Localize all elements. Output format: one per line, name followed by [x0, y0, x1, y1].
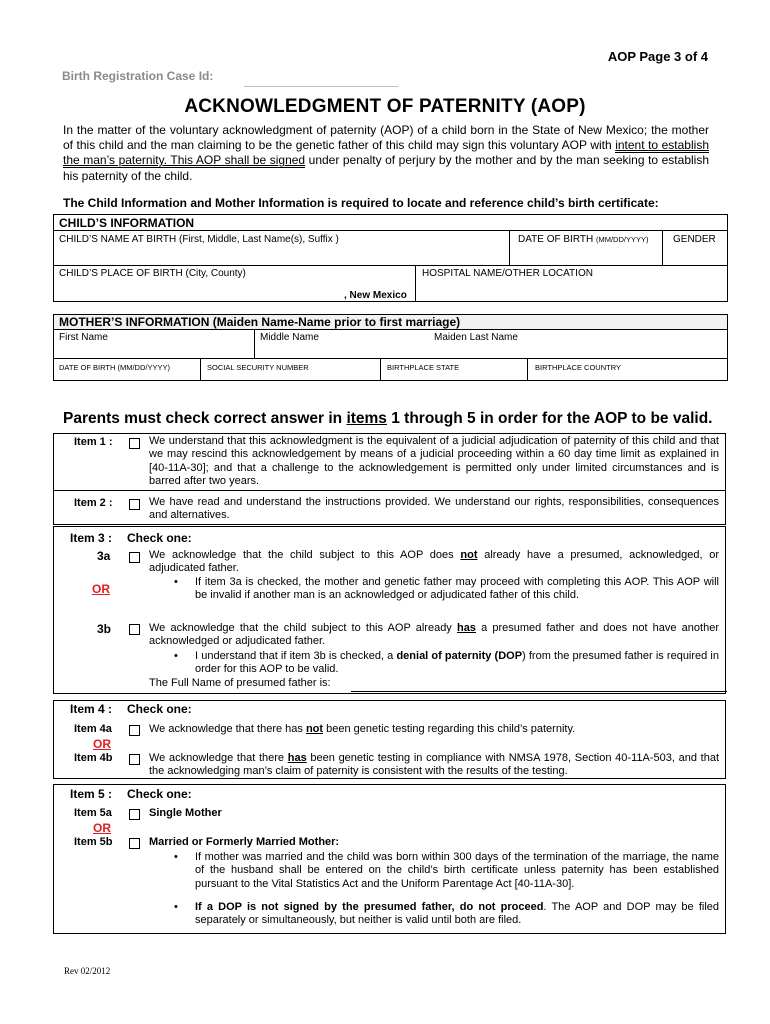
instructions-heading: Parents must check correct answer in items 1 through 5 in order for the AOP to be valid.: [63, 410, 713, 427]
form-title: ACKNOWLEDGMENT OF PATERNITY (AOP): [184, 96, 586, 117]
item-3b-fullname-label: The Full Name of presumed father is:: [149, 677, 331, 689]
item-3a-label: 3a: [97, 549, 111, 563]
item-3b-bullet-text: I understand that if item 3b is checked, a denial of paternity (DOP) from the presumed father is required in order for this AOP to be valid.: [195, 650, 719, 676]
mother-birth-state-field[interactable]: [381, 359, 527, 379]
presumed-father-name-field[interactable]: [351, 676, 727, 692]
item-1-checkbox[interactable]: [129, 438, 140, 449]
item-5b-bullet-2-text: If a DOP is not signed by the presumed father, do not proceed. The AOP and DOP may be filed separately or simultaneously, but neither is valid until both are filed.: [195, 901, 719, 927]
page-number: AOP Page 3 of 4: [607, 49, 708, 64]
item-1-text: We understand that this acknowledgment is the equivalent of a judicial adjudication of paternity of this child and that we may rescind this acknowledgement by means of a judicial proceeding within a 60 day time limit as explained in [40-11A-30]; and that a challenge to the acknowledgement is permitted only under limited circumstances and is barred after two years.: [149, 435, 719, 488]
item-4a-label: Item 4a: [74, 723, 112, 735]
item-4b-checkbox[interactable]: [129, 754, 140, 765]
mother-birth-country-label: BIRTHPLACE COUNTRY: [535, 363, 621, 372]
item-5b-text: Married or Formerly Married Mother:: [149, 836, 340, 848]
hospital-field[interactable]: [416, 266, 727, 300]
intro-paragraph: In the matter of the voluntary acknowledgment of paternity (AOP) of a child born in the State of New Mexico; the mother of this child and the man claiming to be the genetic father of this child may sign this voluntary AOP with intent to establish the man’s paternity. This AOP shall be signed under penalty of perjury by the mother and by the man seeking to establish his paternity of the child.: [63, 123, 709, 183]
item-3-check-one: Check one:: [127, 531, 192, 545]
child-info-header: CHILD’S INFORMATION: [54, 215, 727, 231]
mother-middle-name-label: Middle Name: [260, 332, 319, 343]
item-4-check-one: Check one:: [127, 702, 192, 716]
item-4a-checkbox[interactable]: [129, 725, 140, 736]
item-3b-text: We acknowledge that the child subject to this AOP already has a presumed father and does not have another acknowledged or adjudicated father.: [149, 622, 719, 648]
item-3a-bullet-text: If item 3a is checked, the mother and genetic father may proceed with completing this AOP. This AOP will be invalid if another man is an acknowledged or adjudicated father of this child.: [195, 576, 719, 602]
item-5a-label: Item 5a: [74, 807, 112, 819]
item-4a-text: We acknowledge that there has not been genetic testing regarding this child’s paternity.: [149, 723, 576, 735]
mother-ssn-label: SOCIAL SECURITY NUMBER: [207, 363, 309, 372]
item-3a-bullet: •: [174, 576, 178, 588]
mother-birth-country-field[interactable]: [528, 359, 727, 379]
mother-info-header: MOTHER’S INFORMATION (Maiden Name-Name prior to first marriage): [54, 315, 727, 330]
case-id-field[interactable]: [244, 86, 398, 87]
item-3-label: Item 3 :: [70, 531, 113, 545]
mother-dob-label: DATE OF BIRTH (MM/DD/YYYY): [59, 363, 170, 372]
mother-maiden-name-field[interactable]: [426, 331, 727, 357]
mother-ssn-field[interactable]: [201, 359, 380, 379]
mother-middle-name-field[interactable]: [255, 331, 425, 357]
child-gender-field[interactable]: [663, 232, 727, 264]
item-5-label: Item 5 :: [70, 787, 113, 801]
revision-date: Rev 02/2012: [64, 966, 111, 976]
item-5-or: OR: [93, 821, 111, 835]
new-mexico-suffix: , New Mexico: [344, 290, 407, 301]
mother-maiden-name-label: Maiden Last Name: [434, 332, 518, 343]
item-4-label: Item 4 :: [70, 702, 113, 716]
mother-birth-state-label: BIRTHPLACE STATE: [387, 363, 460, 372]
item-5a-text: Single Mother: [149, 807, 222, 819]
item-5b-bullet-2: •: [174, 901, 178, 913]
item-5b-checkbox[interactable]: [129, 838, 140, 849]
required-info-note: The Child Information and Mother Information is required to locate and reference child’s birth certificate:: [63, 196, 659, 210]
item-2-text: We have read and understand the instructions provided. We understand our rights, responsibilities, consequences and alternatives.: [149, 496, 719, 522]
hospital-label: HOSPITAL NAME/OTHER LOCATION: [422, 268, 593, 279]
item-4b-label: Item 4b: [74, 752, 113, 764]
item-5b-bullet-1-text: If mother was married and the child was born within 300 days of the termination of the marriage, the name of the husband shall be entered on the child’s birth certificate unless paternity has been established pursuant to the Vital Statistics Act and the Uniform Parentage Act [40-11A-30].: [195, 851, 719, 890]
item-5-section: [53, 784, 726, 934]
item-2-checkbox[interactable]: [129, 499, 140, 510]
item-4-section: [53, 700, 726, 779]
mother-dob-field[interactable]: [54, 359, 200, 379]
child-info-section: [53, 214, 728, 302]
item-1-label: Item 1 :: [74, 436, 113, 448]
item-3-or: OR: [92, 582, 110, 596]
item-4-or: OR: [93, 737, 111, 751]
child-gender-label: GENDER: [673, 234, 716, 245]
child-dob-label: DATE OF BIRTH (MM/DD/YYYY): [518, 234, 649, 245]
child-dob-field[interactable]: [510, 232, 662, 264]
item-5b-bullet-1: •: [174, 851, 178, 863]
item-3b-bullet: •: [174, 650, 178, 662]
item-5b-label: Item 5b: [74, 836, 113, 848]
item-3b-label: 3b: [97, 622, 112, 636]
child-birthplace-label: CHILD’S PLACE OF BIRTH (City, County): [59, 268, 246, 279]
item-5-check-one: Check one:: [127, 787, 192, 801]
child-name-field[interactable]: [54, 232, 508, 264]
item-3-section: [53, 526, 726, 694]
item-3b-checkbox[interactable]: [129, 624, 140, 635]
item-2-label: Item 2 :: [74, 497, 113, 509]
item-5a-checkbox[interactable]: [129, 809, 140, 820]
mother-info-section: [53, 314, 728, 381]
mother-first-name-field[interactable]: [54, 331, 254, 357]
item-3a-text: We acknowledge that the child subject to this AOP does not already have a presumed, acknowledged, or adjudicated father.: [149, 549, 719, 575]
item-3a-checkbox[interactable]: [129, 552, 140, 563]
item-2-section: [53, 490, 726, 525]
child-name-label: CHILD’S NAME AT BIRTH (First, Middle, Last Name(s), Suffix ): [59, 234, 339, 245]
case-id-label: Birth Registration Case Id:: [62, 69, 214, 83]
mother-first-name-label: First Name: [59, 332, 108, 343]
item-1-section: [53, 433, 726, 491]
item-4b-text: We acknowledge that there has been genetic testing in compliance with NMSA 1978, Section 40-11A-503, and that the acknowledging man’s claim of paternity is consistent with the results of the testing.: [149, 752, 719, 778]
